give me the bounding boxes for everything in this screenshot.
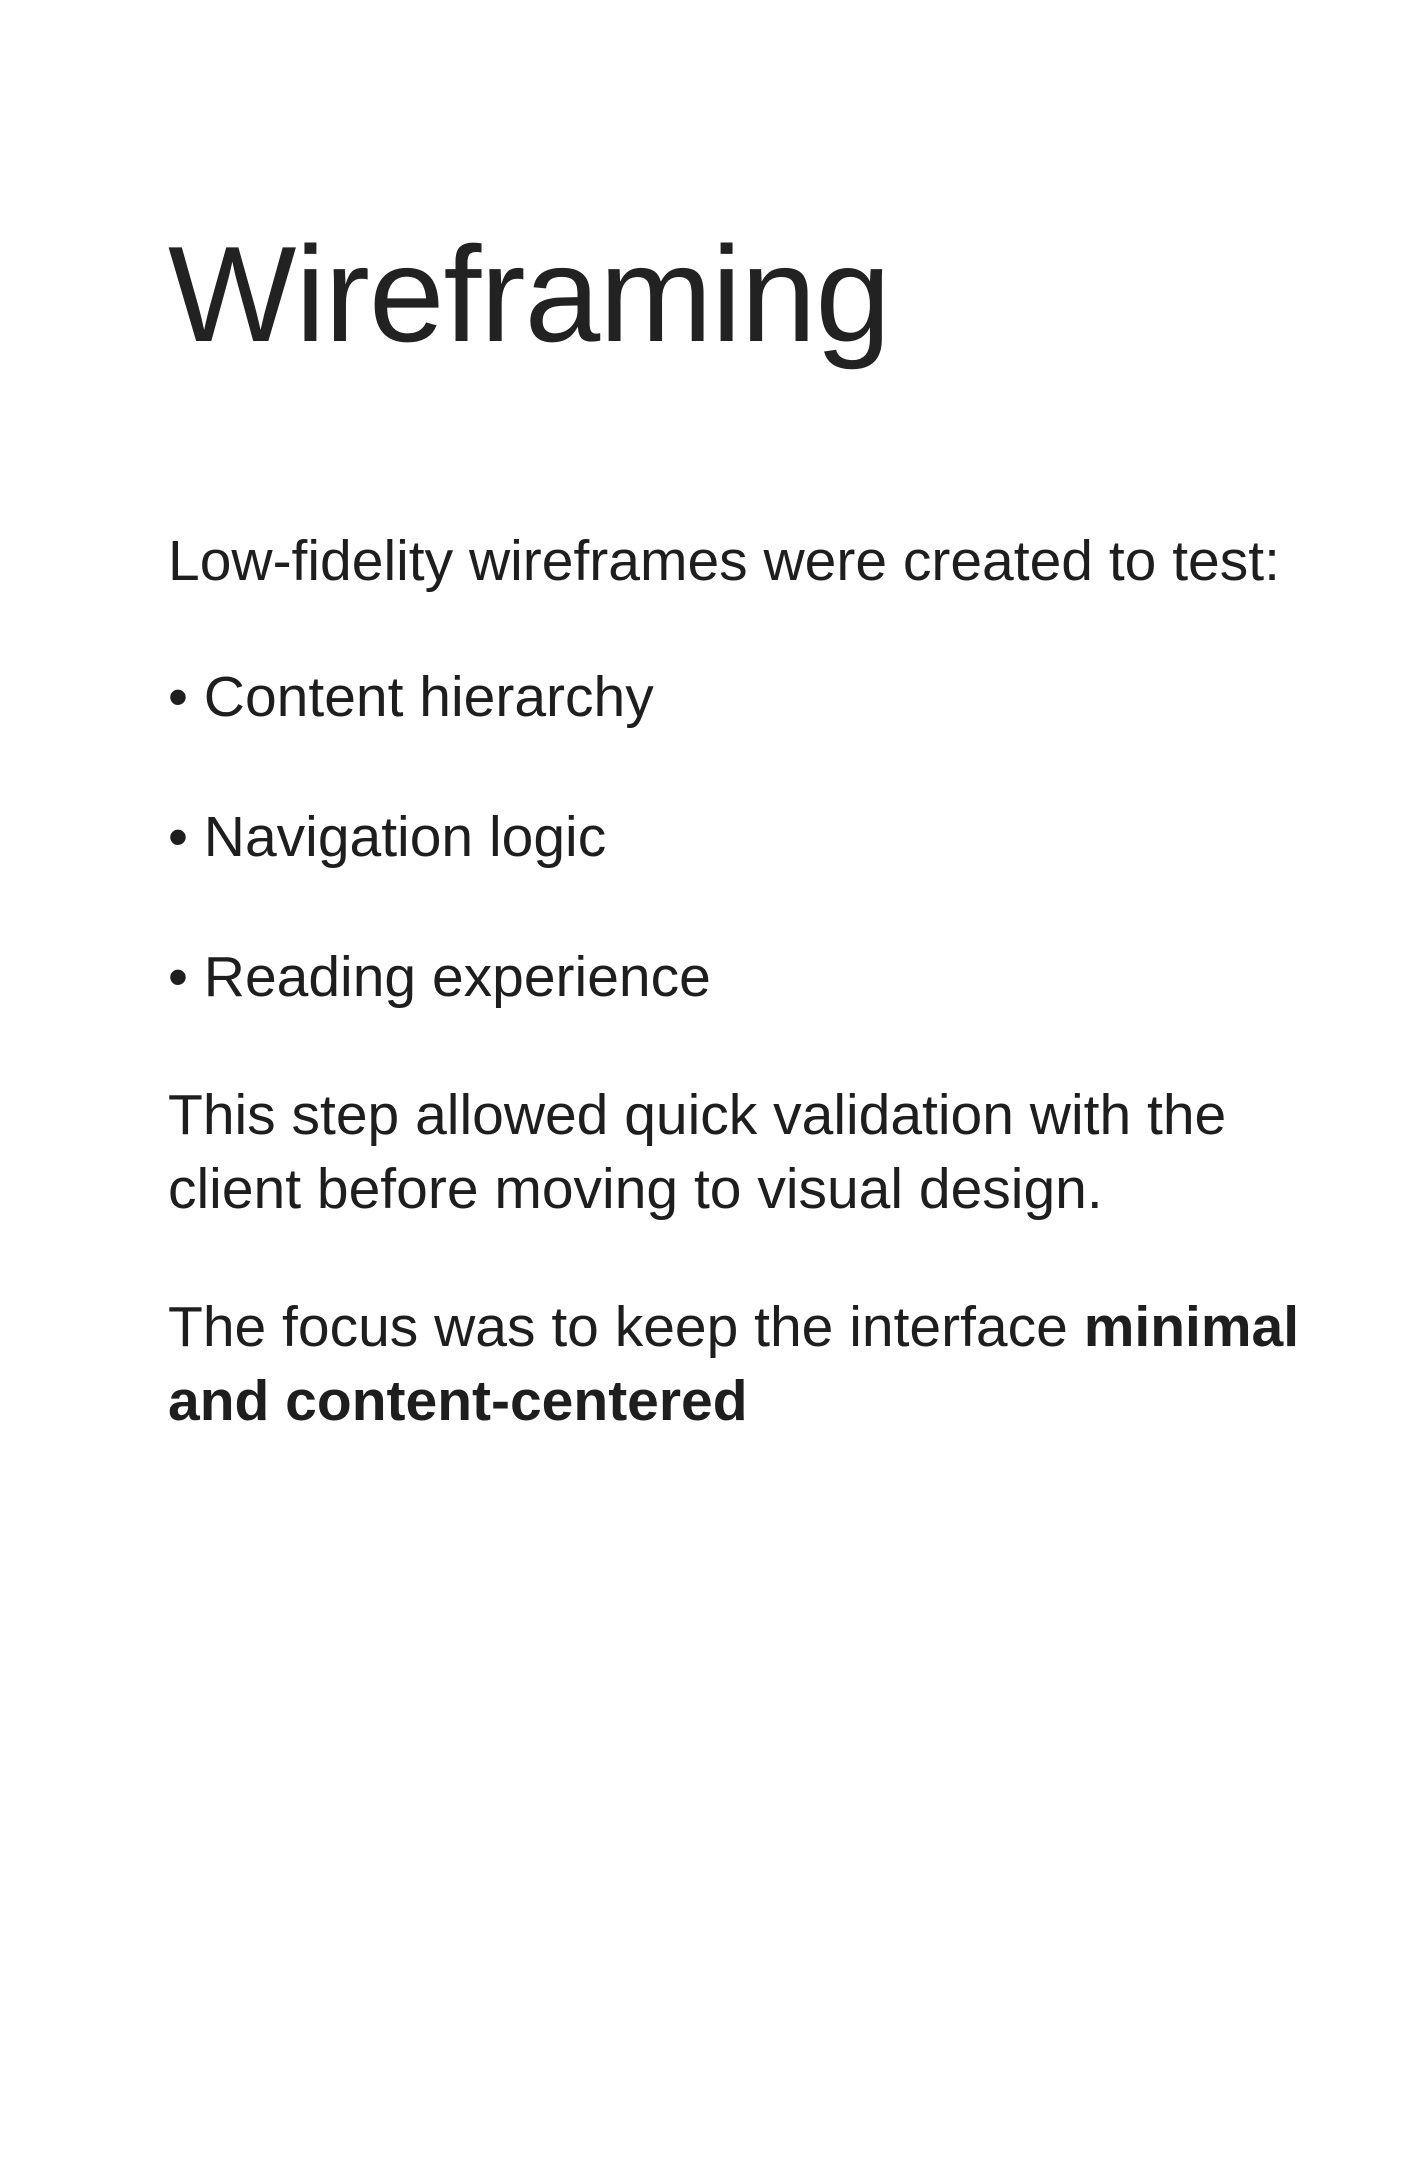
paragraph-line: This step allowed quick validation with the (168, 1083, 1227, 1147)
intro-text: Low-fidelity wireframes were created to test: (168, 529, 1280, 593)
list-item: • Navigation logic (168, 805, 607, 869)
list-item: • Reading experience (168, 945, 711, 1009)
focus-text-regular: The focus was to keep the interface (168, 1295, 1084, 1359)
paragraph-line: client before moving to visual design. (168, 1157, 1103, 1221)
paragraph-line (168, 1290, 1299, 1364)
page-title: Wireframing (168, 218, 890, 370)
focus-text-bold-line: and content-centered (168, 1369, 748, 1433)
focus-paragraph (168, 1290, 1299, 1438)
validation-paragraph (168, 1078, 1226, 1226)
list-item: • Content hierarchy (168, 665, 654, 729)
focus-text-bold: minimal (1083, 1295, 1300, 1359)
